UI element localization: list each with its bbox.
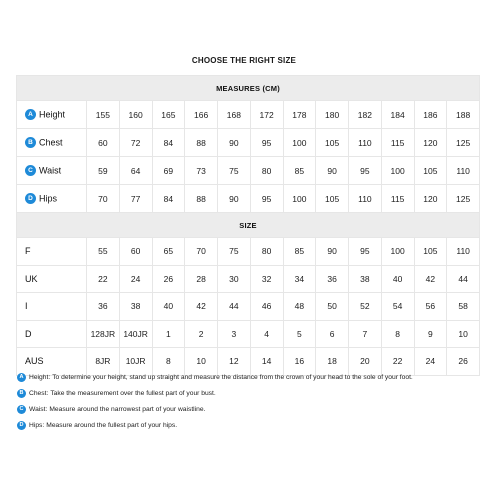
size-cell: 34 xyxy=(283,265,316,293)
measure-cell: 120 xyxy=(414,185,447,213)
note-text: Measure around the fullest part of your hips. xyxy=(46,422,178,430)
measure-label xyxy=(17,101,87,129)
measure-cell: 105 xyxy=(316,185,349,213)
size-cell: 38 xyxy=(119,293,152,321)
size-cell: 14 xyxy=(250,348,283,376)
measure-cell: 90 xyxy=(316,157,349,185)
size-cell: 1 xyxy=(152,320,185,348)
size-cell: 6 xyxy=(316,320,349,348)
measure-cell: 95 xyxy=(349,157,382,185)
size-cell: 85 xyxy=(283,238,316,266)
size-cell: 3 xyxy=(218,320,251,348)
size-cell: 12 xyxy=(218,348,251,376)
size-cell: 5 xyxy=(283,320,316,348)
size-cell: 40 xyxy=(152,293,185,321)
measure-cell: 188 xyxy=(447,101,480,129)
size-cell: 36 xyxy=(316,265,349,293)
size-system-label: I xyxy=(17,293,87,321)
measure-cell: 115 xyxy=(381,129,414,157)
size-system-label: AUS xyxy=(17,348,87,376)
measure-badge-icon: C xyxy=(25,165,36,176)
size-cell: 48 xyxy=(283,293,316,321)
size-cell: 95 xyxy=(349,238,382,266)
size-cell: 90 xyxy=(316,238,349,266)
measure-cell: 186 xyxy=(414,101,447,129)
size-cell: 100 xyxy=(381,238,414,266)
size-row-f xyxy=(17,238,480,266)
size-cell: 105 xyxy=(414,238,447,266)
measure-cell: 77 xyxy=(119,185,152,213)
note-item xyxy=(17,387,477,399)
measures-header-row xyxy=(17,76,480,101)
size-cell: 8 xyxy=(152,348,185,376)
size-row-i xyxy=(17,293,480,321)
size-cell: 38 xyxy=(349,265,382,293)
measure-badge-icon: B xyxy=(25,137,36,148)
size-cell: 42 xyxy=(414,265,447,293)
measure-cell: 88 xyxy=(185,185,218,213)
size-cell: 70 xyxy=(185,238,218,266)
size-cell: 2 xyxy=(185,320,218,348)
size-cell: 28 xyxy=(185,265,218,293)
measure-cell: 84 xyxy=(152,129,185,157)
measure-cell: 115 xyxy=(381,185,414,213)
size-cell: 30 xyxy=(218,265,251,293)
measure-cell: 95 xyxy=(250,185,283,213)
measure-cell: 75 xyxy=(218,157,251,185)
measure-cell: 85 xyxy=(283,157,316,185)
measurement-notes xyxy=(17,371,477,436)
measures-header: MEASURES (CM) xyxy=(17,76,480,101)
measure-label xyxy=(17,157,87,185)
size-cell: 60 xyxy=(119,238,152,266)
note-badge-icon: A xyxy=(17,373,26,382)
note-badge-icon: B xyxy=(17,389,26,398)
note-key: Hips: xyxy=(29,422,45,430)
note-item xyxy=(17,420,477,432)
size-cell: 75 xyxy=(218,238,251,266)
note-key: Chest: xyxy=(29,389,49,397)
note-item xyxy=(17,371,477,383)
size-cell: 52 xyxy=(349,293,382,321)
size-cell: 36 xyxy=(87,293,120,321)
measure-cell: 70 xyxy=(87,185,120,213)
size-cell: 42 xyxy=(185,293,218,321)
size-row-uk xyxy=(17,265,480,293)
size-cell: 20 xyxy=(349,348,382,376)
measure-row-waist xyxy=(17,157,480,185)
measure-label xyxy=(17,185,87,213)
measure-cell: 155 xyxy=(87,101,120,129)
note-text: To determine your height, stand up straight and measure the distance from the crown of your head to the sole of your foot. xyxy=(52,373,413,381)
measure-cell: 72 xyxy=(119,129,152,157)
measure-cell: 100 xyxy=(283,185,316,213)
measure-cell: 80 xyxy=(250,157,283,185)
measure-label xyxy=(17,129,87,157)
measure-cell: 182 xyxy=(349,101,382,129)
measure-cell: 69 xyxy=(152,157,185,185)
size-cell: 7 xyxy=(349,320,382,348)
measure-row-height xyxy=(17,101,480,129)
measure-cell: 184 xyxy=(381,101,414,129)
size-cell: 44 xyxy=(218,293,251,321)
size-cell: 32 xyxy=(250,265,283,293)
measure-cell: 110 xyxy=(349,129,382,157)
size-cell: 26 xyxy=(447,348,480,376)
size-cell: 128JR xyxy=(87,320,120,348)
measure-label-text: Hips xyxy=(39,193,58,204)
size-system-label: UK xyxy=(17,265,87,293)
note-text: Measure around the narrowest part of your waistline. xyxy=(49,405,206,413)
measure-cell: 95 xyxy=(250,129,283,157)
note-key: Height: xyxy=(29,373,51,381)
measure-cell: 110 xyxy=(349,185,382,213)
measure-cell: 125 xyxy=(447,129,480,157)
size-cell: 56 xyxy=(414,293,447,321)
measure-badge-icon: D xyxy=(25,193,36,204)
measure-cell: 165 xyxy=(152,101,185,129)
size-cell: 10JR xyxy=(119,348,152,376)
measure-cell: 110 xyxy=(447,157,480,185)
measure-cell: 90 xyxy=(218,129,251,157)
size-cell: 65 xyxy=(152,238,185,266)
size-system-label: D xyxy=(17,320,87,348)
size-cell: 80 xyxy=(250,238,283,266)
size-cell: 8JR xyxy=(87,348,120,376)
measure-cell: 60 xyxy=(87,129,120,157)
measure-row-chest xyxy=(17,129,480,157)
size-cell: 22 xyxy=(87,265,120,293)
measure-cell: 100 xyxy=(381,157,414,185)
measure-cell: 178 xyxy=(283,101,316,129)
measure-cell: 168 xyxy=(218,101,251,129)
measure-cell: 160 xyxy=(119,101,152,129)
size-system-label: F xyxy=(17,238,87,266)
measure-cell: 73 xyxy=(185,157,218,185)
measure-cell: 90 xyxy=(218,185,251,213)
size-cell: 16 xyxy=(283,348,316,376)
size-cell: 22 xyxy=(381,348,414,376)
measure-cell: 125 xyxy=(447,185,480,213)
size-cell: 24 xyxy=(119,265,152,293)
measure-cell: 88 xyxy=(185,129,218,157)
size-cell: 140JR xyxy=(119,320,152,348)
measure-label-text: Height xyxy=(39,109,66,120)
measure-label-text: Chest xyxy=(39,137,63,148)
size-cell: 9 xyxy=(414,320,447,348)
note-key: Waist: xyxy=(29,405,48,413)
page-title: CHOOSE THE RIGHT SIZE xyxy=(191,56,297,65)
size-header-row xyxy=(17,213,480,238)
measure-cell: 59 xyxy=(87,157,120,185)
size-cell: 50 xyxy=(316,293,349,321)
size-cell: 58 xyxy=(447,293,480,321)
measure-cell: 180 xyxy=(316,101,349,129)
size-cell: 8 xyxy=(381,320,414,348)
size-cell: 24 xyxy=(414,348,447,376)
size-cell: 10 xyxy=(447,320,480,348)
size-chart-table xyxy=(16,75,480,376)
measure-cell: 172 xyxy=(250,101,283,129)
measure-cell: 120 xyxy=(414,129,447,157)
note-badge-icon: D xyxy=(17,421,26,430)
size-cell: 46 xyxy=(250,293,283,321)
note-badge-icon: C xyxy=(17,405,26,414)
measure-label-text: Waist xyxy=(39,165,62,176)
measure-cell: 166 xyxy=(185,101,218,129)
measure-cell: 84 xyxy=(152,185,185,213)
size-header: SIZE xyxy=(17,213,480,238)
size-cell: 44 xyxy=(447,265,480,293)
size-cell: 26 xyxy=(152,265,185,293)
size-cell: 55 xyxy=(87,238,120,266)
measure-cell: 105 xyxy=(414,157,447,185)
size-cell: 10 xyxy=(185,348,218,376)
note-item xyxy=(17,403,477,415)
measure-row-hips xyxy=(17,185,480,213)
measure-cell: 100 xyxy=(283,129,316,157)
size-cell: 110 xyxy=(447,238,480,266)
measure-cell: 64 xyxy=(119,157,152,185)
size-cell: 54 xyxy=(381,293,414,321)
measure-cell: 105 xyxy=(316,129,349,157)
size-cell: 4 xyxy=(250,320,283,348)
size-row-d xyxy=(17,320,480,348)
measure-badge-icon: A xyxy=(25,109,36,120)
size-cell: 18 xyxy=(316,348,349,376)
note-text: Take the measurement over the fullest part of your bust. xyxy=(50,389,216,397)
size-cell: 40 xyxy=(381,265,414,293)
